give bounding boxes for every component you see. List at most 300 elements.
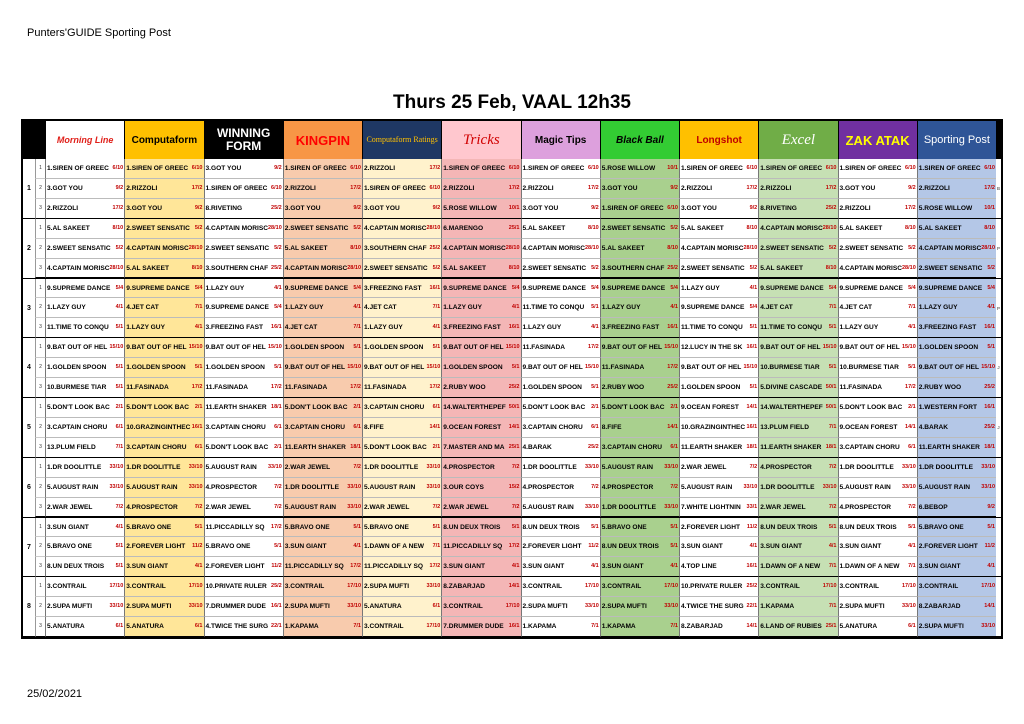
selection-cell [679, 617, 758, 637]
selection-odds: 9/2 [432, 204, 441, 211]
selection-cell [838, 398, 917, 418]
selection-odds: 9/2 [194, 204, 203, 211]
selection-name: 2.WAR JEWEL [364, 503, 410, 511]
selection-cell [679, 438, 758, 458]
selection-odds: 17/2 [429, 165, 441, 171]
selection-name: 3.CONTRAIL [126, 583, 166, 591]
selection-name: 5.BRAVO ONE [284, 523, 330, 531]
selection-odds: 2/1 [115, 404, 124, 410]
selection-name: 9.BAT OUT OF HEL [918, 364, 980, 372]
selection-cell [838, 498, 917, 518]
selection-name: 3.CONTRAIL [918, 583, 959, 591]
selection-odds: 11/2 [271, 563, 282, 570]
selection-cell [600, 458, 679, 478]
selection-odds: 5/1 [591, 384, 599, 391]
selection-odds: 11/2 [746, 523, 758, 530]
selection-name: 1.LAZY GUY [47, 304, 86, 312]
selection-name: 4.BARAK [918, 423, 949, 431]
selection-odds: 17/2 [905, 204, 916, 211]
selection-cell [362, 358, 441, 378]
selection-odds: 15/10 [505, 344, 520, 351]
selection-odds: 28/10 [109, 264, 124, 271]
selection-odds: 5/1 [670, 543, 678, 550]
selection-name: 1.KAPAMA [522, 623, 557, 631]
selection-cell [45, 478, 124, 498]
selection-odds: 25/2 [271, 583, 282, 590]
selection-name: 7.DRUMMER DUDE [205, 603, 266, 611]
selection-odds: 5/1 [115, 324, 124, 331]
selection-odds: 4/1 [828, 543, 837, 550]
selection-name: 5.BRAVO ONE [918, 523, 964, 531]
selection-name: 2.SUPA MUFTI [47, 603, 93, 611]
selection-name: 5.AUGUST RAIN [364, 483, 416, 491]
selection-odds: 2/1 [591, 404, 599, 410]
selection-name: 3.GOT YOU [839, 184, 876, 192]
selection-name: 3.GOT YOU [364, 204, 400, 212]
selection-cell [600, 438, 679, 458]
selection-odds: 33/10 [426, 583, 441, 590]
selection-cell [124, 398, 203, 418]
selection-name: 8.ZABARJAD [681, 623, 723, 631]
selection-cell [838, 518, 917, 538]
selection-name: 8.UN DEUX TROIS [760, 523, 818, 531]
selection-name: 11.EARTH SHAKER [681, 443, 743, 451]
selection-cell [441, 239, 520, 259]
selection-odds: 17/2 [112, 204, 124, 211]
selection-odds: 6/1 [908, 623, 916, 630]
selection-odds: 5/1 [194, 523, 203, 530]
selection-odds: 7/1 [353, 623, 361, 630]
selection-name: 3.CAPTAIN CHORU [126, 443, 187, 451]
selection-name: 11.FASINADA [601, 364, 645, 372]
selection-name: 8.UN DEUX TROIS [601, 543, 659, 551]
selection-name: 4.PROSPECTOR [839, 503, 892, 511]
selection-cell [521, 298, 600, 318]
selection-cell [838, 478, 917, 498]
selection-odds: 7/2 [274, 503, 282, 510]
selection-name: 5.AUGUST RAIN [839, 483, 891, 491]
selection-cell [362, 318, 441, 338]
selection-name: 7.MASTER AND MA [443, 443, 505, 451]
selection-name: 9.SUPREME DANCE [839, 284, 903, 292]
selection-name: 1.DR DOOLITTLE [839, 463, 894, 471]
selection-odds: 14/1 [905, 423, 916, 430]
selection-odds: 6/10 [588, 165, 599, 171]
selection-odds: 5/1 [908, 523, 916, 530]
selection-name: 5.ROSE WILLOW [601, 165, 656, 172]
selection-cell [917, 338, 996, 358]
selection-odds: 33/10 [267, 463, 282, 470]
selection-cell [600, 418, 679, 438]
selection-cell [521, 239, 600, 259]
selection-odds: 7/1 [115, 443, 124, 450]
selection-odds: 5/2 [591, 264, 599, 271]
selection-name: 11.TIME TO CONQU [681, 324, 743, 332]
selection-name: 4.PROSPECTOR [522, 483, 575, 491]
selection-cell [45, 438, 124, 458]
selection-cell [283, 279, 362, 299]
selection-cell [124, 239, 203, 259]
selection-cell [441, 418, 520, 438]
selection-name: 9.SUPREME DANCE [126, 284, 190, 292]
selection-odds: 18/1 [825, 443, 837, 450]
selection-cell [917, 279, 996, 299]
selection-cell [679, 537, 758, 557]
selection-name: 2.RUBY WOO [443, 384, 486, 392]
selection-name: 3.CONTRAIL [443, 603, 483, 611]
selection-name: 14.WALTERTHEPEF [760, 404, 823, 411]
selection-cell [679, 418, 758, 438]
selection-cell [679, 577, 758, 597]
selection-odds: 5/1 [115, 384, 124, 391]
selection-odds: 25/2 [746, 583, 758, 590]
selection-odds: 5/1 [432, 523, 441, 530]
selection-cell [362, 537, 441, 557]
selection-cell [600, 298, 679, 318]
selection-odds: 33/10 [109, 603, 124, 610]
selection-name: 5.DON'T LOOK BAC [522, 404, 586, 411]
selection-cell [600, 199, 679, 219]
selection-cell [204, 458, 283, 478]
selection-name: 8.UN DEUX TROIS [522, 523, 580, 531]
selection-name: 2.SWEET SENSATIC [205, 244, 270, 252]
selection-name: 4.TWICE THE SURG [205, 623, 269, 631]
selection-cell [204, 577, 283, 597]
selection-cell [600, 279, 679, 299]
selection-odds: 8/10 [112, 224, 124, 231]
selection-name: 3.CAPTAIN CHORU [522, 423, 583, 431]
selection-odds: 6/10 [508, 165, 520, 171]
selection-odds: 7/1 [432, 304, 441, 311]
selection-cell [838, 418, 917, 438]
selection-cell [124, 597, 203, 617]
selection-odds: 16/1 [746, 344, 758, 351]
selection-name: 1.DR DOOLITTLE [918, 463, 973, 471]
selection-name: 5.AUGUST RAIN [522, 503, 574, 511]
selection-odds: 5/4 [670, 284, 678, 291]
selection-name: 2.SWEET SENSATIC [918, 264, 983, 272]
selection-name: 9.BAT OUT OF HEL [601, 344, 663, 352]
selection-cell [679, 398, 758, 418]
column-header: Excel [758, 121, 837, 159]
selection-odds: 33/10 [822, 483, 837, 490]
selection-odds: 2/1 [353, 404, 361, 410]
selection-odds: 5/1 [274, 364, 282, 371]
selection-odds: 25/2 [825, 204, 837, 211]
selection-name: 10.GRAZINGINTHEC [681, 423, 746, 431]
selection-name: 3.CONTRAIL [601, 583, 642, 591]
selection-name: 2.WAR JEWEL [47, 503, 93, 511]
selection-name: 3.SUN GIANT [760, 543, 803, 551]
selection-odds: 8/10 [984, 224, 995, 231]
selection-odds: 33/10 [584, 503, 599, 510]
selection-odds: 2/1 [908, 404, 916, 410]
selection-odds: 25/2 [508, 384, 520, 391]
selection-name: 10.GRAZINGINTHEC [126, 423, 191, 431]
selection-odds: 22/1 [271, 623, 282, 630]
selection-cell [758, 458, 837, 478]
selection-name: 3.SUN GIANT [126, 563, 169, 571]
selection-name: 3.SUN GIANT [443, 563, 486, 571]
selection-odds: 25/2 [429, 244, 441, 251]
selection-odds: 5/1 [591, 523, 599, 530]
selection-name: 4.CAPTAIN MORISC [681, 244, 744, 252]
column-header: WINNING FORM [204, 121, 283, 159]
selection-cell [758, 617, 837, 637]
selection-name: 2.RIZZOLI [760, 184, 792, 192]
selection-cell [600, 617, 679, 637]
selection-odds: 5/1 [828, 324, 837, 331]
selection-odds: 28/10 [267, 224, 282, 231]
selection-name: 9.SUPREME DANCE [443, 284, 507, 292]
column-header: Sporting Post [917, 121, 996, 159]
selection-cell [521, 557, 600, 577]
selection-cell [362, 338, 441, 358]
selection-cell [362, 398, 441, 418]
selection-name: 4.CAPTAIN MORISC [522, 244, 586, 252]
selection-odds: 17/10 [347, 583, 361, 590]
selection-cell [838, 557, 917, 577]
selection-cell [362, 438, 441, 458]
selection-odds: 33/10 [901, 463, 916, 470]
selection-odds: 4/1 [987, 304, 995, 311]
selection-cell [679, 239, 758, 259]
selection-name: 4.JET CAT [760, 304, 793, 312]
selection-cell [679, 279, 758, 299]
selection-odds: 7/2 [828, 503, 837, 510]
selection-odds: 5/2 [749, 264, 758, 271]
row-index: 1 [35, 219, 45, 239]
row-index: 3 [35, 318, 45, 338]
selection-cell [441, 478, 520, 498]
selection-name: 2.WAR JEWEL [760, 503, 806, 511]
selection-odds: 7/1 [828, 563, 837, 570]
selection-odds: 4/1 [511, 563, 520, 570]
selection-odds: 6/1 [274, 423, 282, 430]
selection-cell [600, 179, 679, 199]
selection-odds: 5/4 [115, 284, 124, 291]
selection-odds: 4/1 [749, 284, 758, 291]
selection-name: 5.AL SAKEET [126, 264, 169, 272]
selection-cell [124, 279, 203, 299]
selection-cell [362, 458, 441, 478]
selection-name: 5.BRAVO ONE [126, 523, 172, 531]
selection-cell [679, 557, 758, 577]
selection-odds: 17/2 [429, 384, 441, 391]
row-index: 2 [35, 179, 45, 199]
selection-odds: 17/10 [822, 583, 837, 590]
selection-odds: 5/4 [511, 284, 520, 291]
selection-name: 5.BRAVO ONE [47, 543, 92, 551]
selection-odds: 6/1 [194, 443, 203, 450]
selection-odds: 5/1 [115, 364, 124, 371]
selection-name: 3.CONTRAIL [760, 583, 800, 591]
selection-odds: 7/2 [274, 483, 282, 490]
selection-cell [45, 537, 124, 557]
selection-odds: 11/2 [192, 543, 203, 550]
selection-name: 1.SIREN OF GREEC [443, 165, 506, 172]
selection-name: 4.PROSPECTOR [760, 463, 812, 471]
selection-name: 3.CONTRAIL [522, 583, 563, 591]
selection-odds: 7/2 [591, 483, 599, 490]
selection-odds: 17/10 [426, 623, 441, 630]
selection-name: 4.CAPTAIN MORISC [126, 244, 189, 252]
selection-odds: 5/1 [353, 344, 361, 351]
selection-name: 1.LAZY GUY [364, 324, 403, 332]
footer-date: 25/02/2021 [27, 688, 83, 700]
selection-name: 8.ZABARJAD [443, 583, 486, 591]
selection-name: 2.RIZZOLI [126, 184, 158, 192]
selection-cell [45, 358, 124, 378]
selection-name: 11.FASINADA [205, 384, 249, 392]
selection-odds: 6/10 [112, 165, 124, 171]
selection-name: 5.DIVINE CASCADE [760, 384, 823, 392]
row-index: 2 [35, 418, 45, 438]
selection-cell [283, 478, 362, 498]
selection-name: 3.SOUTHERN CHAF [601, 264, 665, 272]
selection-cell [679, 179, 758, 199]
selection-cell [362, 179, 441, 199]
selection-odds: 16/1 [984, 324, 995, 331]
selection-odds: 17/2 [588, 184, 599, 191]
selection-name: 9.BAT OUT OF HEL [839, 344, 900, 352]
selection-name: 11.EARTH SHAKER [205, 404, 267, 411]
selection-odds: 6/10 [350, 165, 361, 171]
selection-name: 3.SOUTHERN CHAF [205, 264, 269, 272]
selection-cell [917, 219, 996, 239]
race-edge: J [996, 338, 1001, 398]
selection-name: 8.ZABARJAD [918, 603, 961, 611]
selection-name: 1.SIREN OF GREEC [681, 165, 743, 172]
selection-cell [362, 418, 441, 438]
selection-name: 9.OCEAN FOREST [443, 423, 502, 431]
selection-name: 1.SIREN OF GREEC [364, 184, 426, 192]
row-index: 3 [35, 557, 45, 577]
selection-cell [917, 418, 996, 438]
selection-name: 3.GOT YOU [47, 184, 83, 192]
selection-cell [45, 199, 124, 219]
selection-cell [758, 179, 837, 199]
selection-odds: 5/1 [511, 523, 520, 530]
selection-cell [204, 518, 283, 538]
selection-cell [124, 478, 203, 498]
selection-cell [362, 518, 441, 538]
selection-cell [204, 378, 283, 398]
selection-odds: 33/10 [664, 503, 678, 510]
race-number: 1 [23, 159, 35, 219]
selection-cell [521, 597, 600, 617]
selection-cell [521, 179, 600, 199]
selection-name: 7.DRUMMER DUDE [443, 623, 504, 631]
selection-name: 4.PROSPECTOR [205, 483, 258, 491]
selection-name: 3.SUN GIANT [918, 563, 961, 571]
selection-odds: 4/1 [353, 543, 361, 550]
selection-cell [758, 577, 837, 597]
column-header: KINGPIN [283, 121, 362, 159]
selection-odds: 14/1 [746, 404, 758, 410]
selection-cell [679, 597, 758, 617]
selection-odds: 17/10 [901, 583, 916, 590]
selection-cell [521, 338, 600, 358]
selection-cell [838, 537, 917, 557]
selection-name: 11.EARTH SHAKER [760, 443, 822, 451]
selection-cell [441, 358, 520, 378]
selection-odds: 25/2 [588, 443, 599, 450]
selection-cell [362, 298, 441, 318]
selection-name: 4.CAPTAIN MORISC [839, 264, 903, 272]
selection-odds: 4/1 [274, 284, 282, 291]
selection-cell [204, 219, 283, 239]
selection-odds: 25/2 [667, 384, 678, 391]
selection-name: 9.SUPREME DANCE [681, 304, 745, 312]
selection-name: 4.PROSPECTOR [443, 463, 495, 471]
selection-name: 5.ROSE WILLOW [443, 204, 497, 212]
selection-odds: 6/1 [432, 404, 441, 410]
selection-odds: 14/1 [746, 623, 758, 630]
selection-cell [283, 438, 362, 458]
selection-name: 3.CAPTAIN CHORU [839, 443, 900, 451]
selection-name: 10.BURMESE TIAR [760, 364, 820, 372]
selection-name: 3.GOT YOU [205, 165, 242, 172]
selection-name: 4.PROSPECTOR [126, 503, 178, 511]
selection-name: 6.MARENGO [443, 224, 484, 232]
selection-cell [45, 338, 124, 358]
selection-odds: 6/10 [905, 165, 916, 171]
selection-cell [362, 478, 441, 498]
selection-cell [838, 279, 917, 299]
selection-name: 4.JET CAT [126, 304, 159, 312]
selection-cell [521, 537, 600, 557]
selection-odds: 5/1 [274, 543, 282, 550]
selection-odds: 4/1 [908, 543, 916, 550]
selection-name: 9.SUPREME DANCE [760, 284, 824, 292]
selection-name: 5.DON'T LOOK BAC [601, 404, 665, 411]
selection-name: 2.FOREVER LIGHT [681, 523, 740, 531]
selection-name: 3.SUN GIANT [601, 563, 644, 571]
selection-cell [758, 418, 837, 438]
selection-name: 2.SWEET SENSATIC [760, 244, 824, 252]
selection-odds: 14/1 [508, 423, 520, 430]
column-header: Computaform Ratings [362, 121, 441, 159]
selection-name: 11.FASINADA [126, 384, 169, 392]
selection-odds: 7/1 [591, 623, 599, 630]
selection-cell [283, 298, 362, 318]
selection-odds: 8/10 [746, 224, 758, 231]
selection-cell [838, 597, 917, 617]
selection-cell [838, 199, 917, 219]
selection-name: 5.AL SAKEET [443, 264, 486, 272]
selection-cell [758, 298, 837, 318]
selection-name: 2.RIZZOLI [364, 165, 396, 172]
selection-name: 2.SWEET SENSATIC [522, 264, 587, 272]
selection-cell [917, 498, 996, 518]
selection-name: 1.KAPAMA [601, 623, 636, 631]
column-header: Tricks [441, 121, 520, 159]
selection-odds: 9/2 [749, 204, 758, 211]
selection-cell [758, 438, 837, 458]
selection-name: 2.RIZZOLI [918, 184, 950, 192]
row-index: 1 [35, 398, 45, 418]
selection-name: 1.GOLDEN SPOON [522, 384, 582, 392]
selection-odds: 7/1 [828, 304, 837, 311]
selection-name: 1.SIREN OF GREEC [205, 184, 268, 192]
selection-odds: 33/10 [109, 463, 124, 470]
selection-odds: 6/10 [429, 184, 441, 191]
header-edge [996, 121, 1001, 159]
selection-odds: 17/2 [350, 563, 361, 570]
selection-name: 1.SIREN OF GREEC [760, 165, 823, 172]
selection-name: 3.FREEZING FAST [918, 324, 977, 332]
